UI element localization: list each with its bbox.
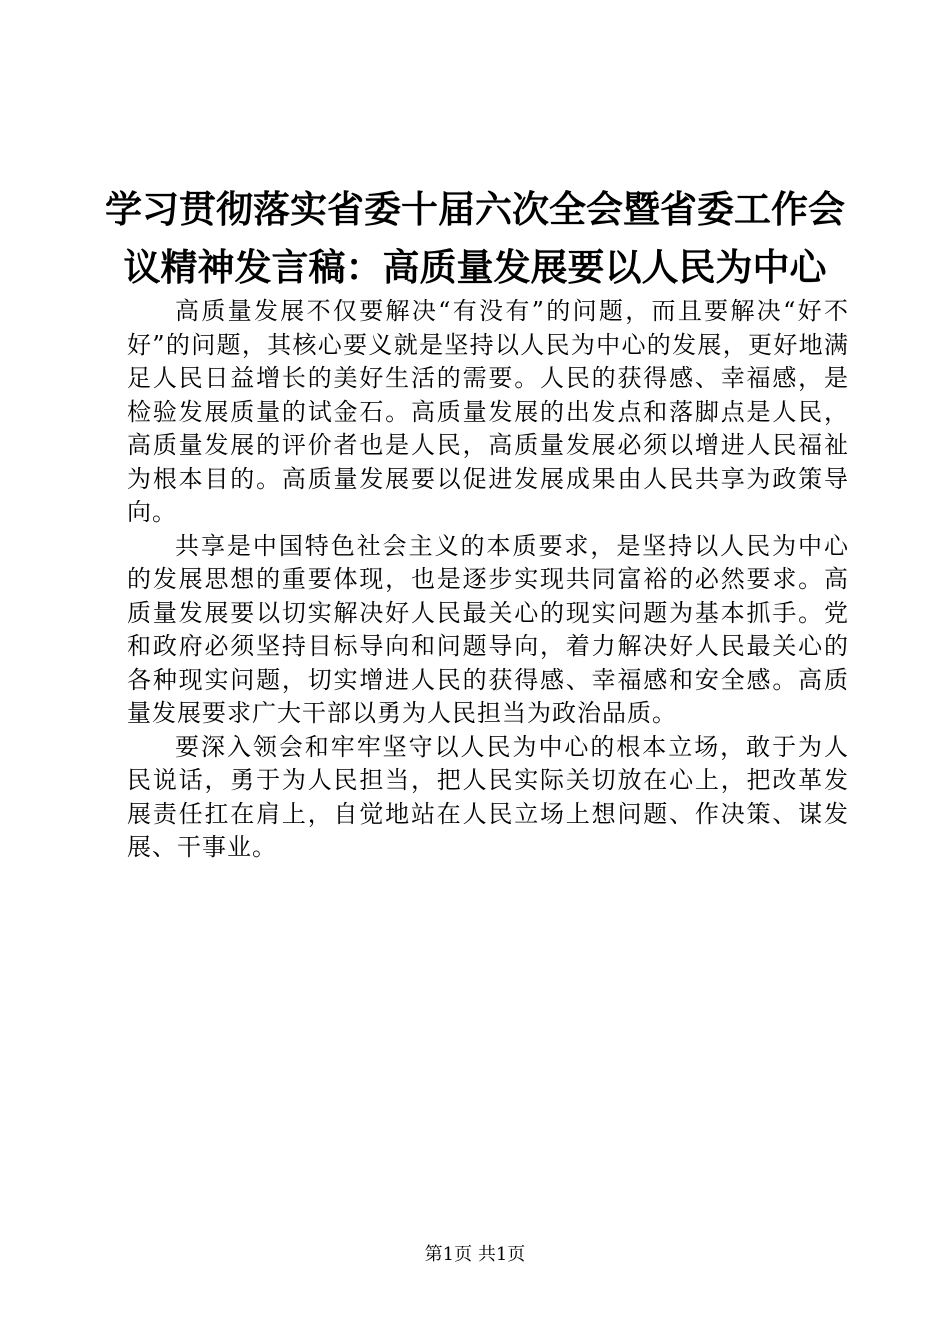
document-title-line-1: 学习贯彻落实省委十届六次全会暨省委工作会 (105, 188, 845, 231)
paragraph-2: 共享是中国特色社会主义的本质要求，是坚持以人民为中心的发展思想的重要体现，也是逐步实现共同富裕的必然要求。高质量发展要以切实解决好人民最关心的现实问题为基本抓手。党和政府必须坚持目标导向和问题导向，着力解决好人民最关心的各种现实问题，切实增进人民的获得感、幸福感和安全感。高质量发展要求广大干部以勇为人民担当为政治品质。 (127, 531, 849, 727)
document-body (127, 295, 849, 865)
paragraph-1: 高质量发展不仅要解决“有没有”的问题，而且要解决“好不好”的问题，其核心要义就是坚持以人民为中心的发展，更好地满足人民日益增长的美好生活的需要。人民的获得感、幸福感，是检验发展质量的试金石。高质量发展的出发点和落脚点是人民，高质量发展的评价者也是人民，高质量发展必须以增进人民福祉为根本目的。高质量发展要以促进发展成果由人民共享为政策导向。 (127, 297, 849, 526)
page-number-footer: 第1页 共1页 (424, 1244, 526, 1265)
document-title-line-2: 议精神发言稿：高质量发展要以人民为中心 (123, 246, 827, 289)
paragraph-3: 要深入领会和牢牢坚守以人民为中心的根本立场，敢于为人民说话，勇于为人民担当，把人民实际关切放在心上，把改革发展责任扛在肩上，自觉地站在人民立场上想问题、作决策、谋发展、干事业。 (127, 732, 849, 861)
